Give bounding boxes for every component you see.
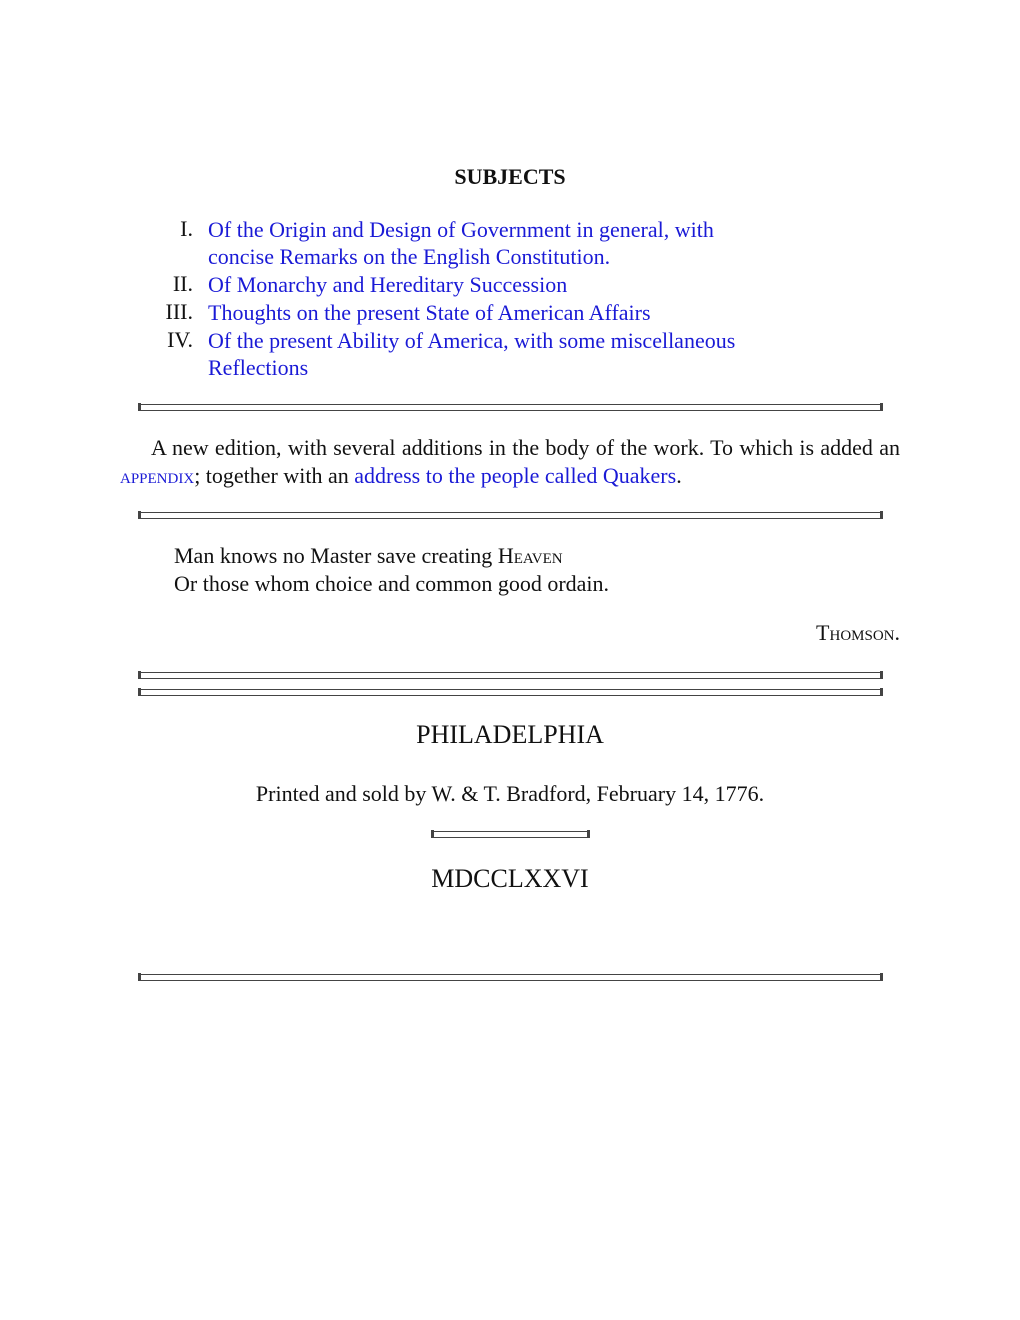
toc-item — [0, 299, 1020, 327]
quakers-address-link[interactable]: address to the people called Quakers — [354, 463, 677, 488]
epigraph-line-2: Or those whom choice and common good ordain. — [174, 571, 610, 596]
toc-item — [0, 271, 1020, 299]
imprint-printer: Printed and sold by W. & T. Bradford, February 14, 1776. — [255, 781, 765, 806]
double-rule-divider — [138, 512, 883, 519]
double-rule-divider — [138, 404, 883, 411]
epigraph-line-1: Man knows no Master save creating Heaven — [174, 543, 563, 568]
double-rule-divider — [138, 974, 883, 981]
edition-text: A new edition, with several additions in the body of the work. To which is added an — [151, 435, 900, 460]
toc-number: IV. — [167, 327, 193, 352]
toc-link[interactable]: Of the Origin and Design of Government in general, with concise Remarks on the English Constitution. — [208, 217, 714, 269]
toc-link[interactable]: Of Monarchy and Hereditary Succession — [208, 272, 568, 297]
toc-link[interactable]: Of the present Ability of America, with some miscellaneous Reflections — [208, 328, 736, 380]
toc-item — [0, 216, 1020, 271]
toc-number: III. — [165, 299, 193, 324]
appendix-link[interactable]: appendix — [120, 463, 195, 488]
epigraph — [174, 542, 609, 598]
edition-text: . — [676, 463, 682, 488]
toc-link[interactable]: Thoughts on the present State of American Affairs — [208, 300, 651, 325]
imprint-year: MDCCLXXVI — [431, 864, 589, 893]
edition-note — [120, 434, 900, 490]
toc-number: I. — [180, 216, 193, 241]
double-rule-divider — [138, 672, 883, 679]
toc-item — [0, 327, 1020, 382]
subjects-heading: SUBJECTS — [454, 164, 566, 189]
double-rule-divider — [138, 689, 883, 696]
edition-text: ; together with an — [194, 463, 355, 488]
epigraph-author: Thomson. — [816, 620, 900, 645]
heaven-word: Heaven — [497, 543, 563, 568]
imprint-city: PHILADELPHIA — [416, 720, 604, 749]
toc-number: II. — [172, 271, 193, 296]
short-rule-divider — [431, 831, 590, 838]
table-of-contents — [0, 216, 1020, 382]
